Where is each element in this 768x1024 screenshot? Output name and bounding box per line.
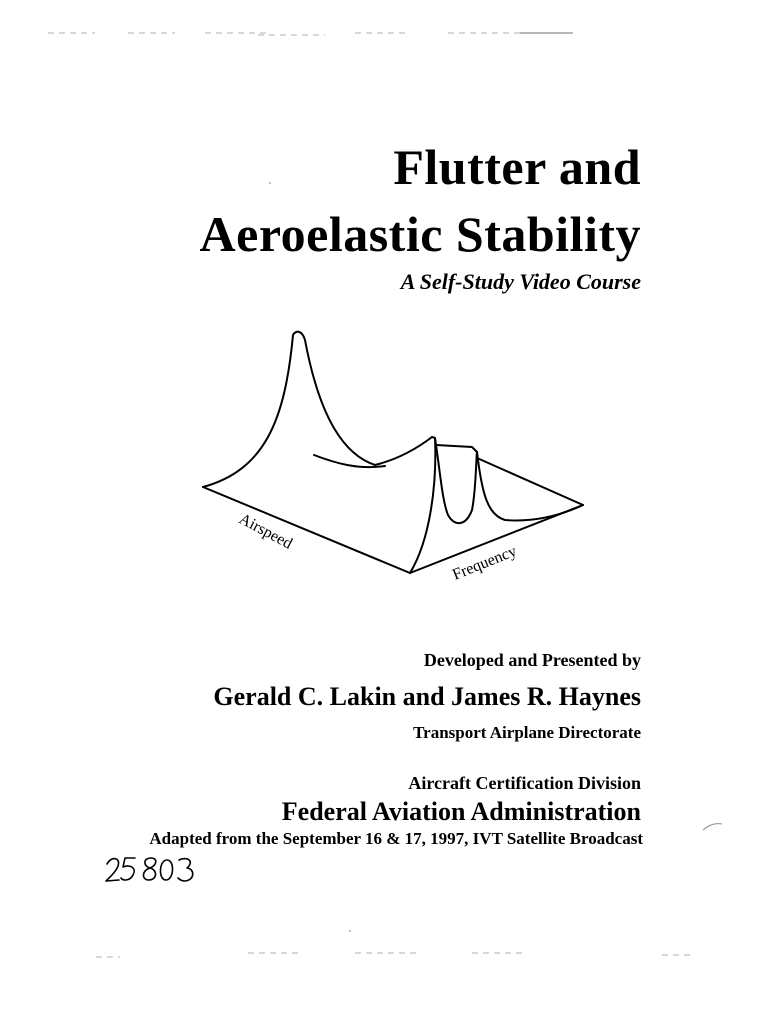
agency-name: Federal Aviation Administration: [281, 797, 641, 826]
subtitle: A Self-Study Video Course: [400, 269, 641, 294]
airspeed-axis-label: Airspeed: [236, 510, 296, 553]
flutter-surface-illustration: [195, 325, 595, 590]
secondary-peak-front: [435, 438, 477, 523]
frequency-axis-label: Frequency: [450, 542, 520, 584]
handwritten-number: [103, 852, 213, 886]
title-line-2: Aeroelastic Stability: [199, 206, 641, 262]
adapted-from-note: Adapted from the September 16 & 17, 1997, IVT Satellite Broadcast: [149, 829, 643, 848]
secondary-peak-left: [410, 437, 435, 573]
developed-by-label: Developed and Presented by: [423, 650, 641, 670]
division: Aircraft Certification Division: [408, 773, 641, 793]
right-back-edge: [477, 458, 583, 505]
secondary-peak-top: [436, 445, 477, 452]
base-left-edge: [203, 487, 410, 573]
directorate: Transport Airplane Directorate: [413, 723, 641, 742]
primary-peak-curve: [203, 332, 432, 487]
title-line-1: Flutter and: [393, 139, 641, 195]
authors: Gerald C. Lakin and James R. Haynes: [213, 682, 641, 711]
